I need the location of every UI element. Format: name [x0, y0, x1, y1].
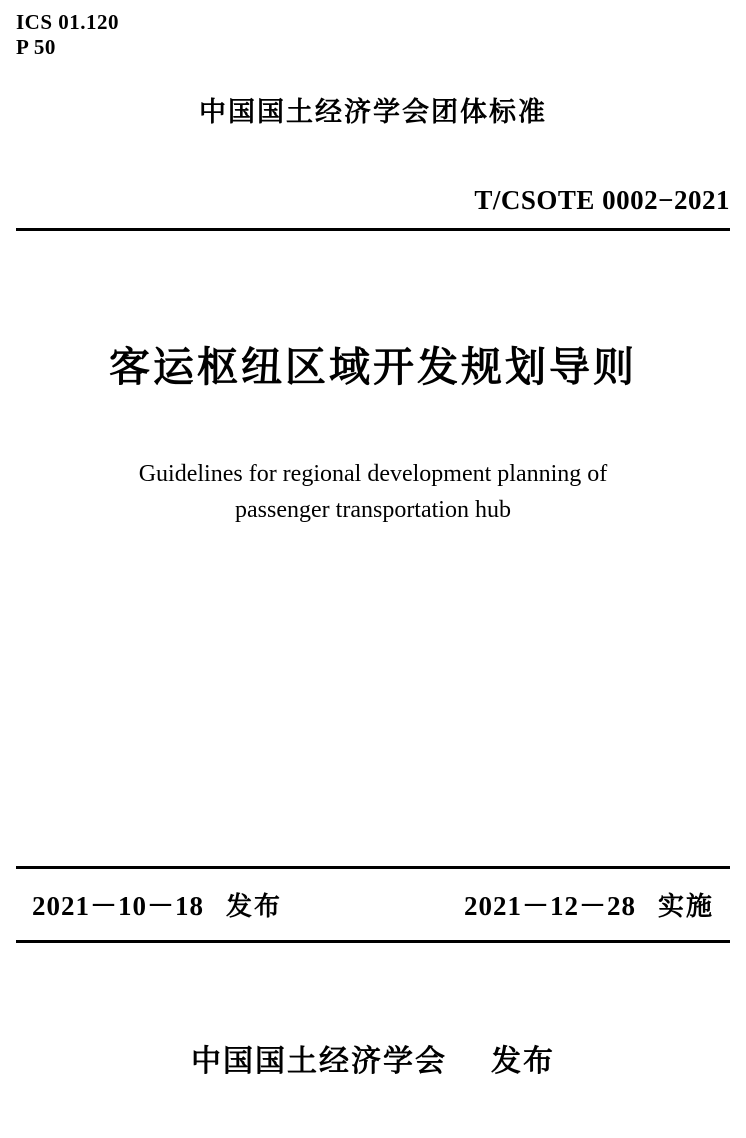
effective-label: 实施: [657, 892, 714, 922]
publisher-action: 发布: [491, 1044, 555, 1079]
standard-number: T/CSOTE 0002−2021: [474, 185, 730, 215]
dates-row: [16, 884, 730, 923]
footer-block: [16, 1036, 730, 1080]
page-title-english: [16, 456, 730, 528]
divider-top: [16, 228, 730, 231]
issue-date-group: [32, 884, 282, 923]
ics-code: ICS 01.120: [16, 10, 120, 34]
divider-dates-top: [16, 866, 730, 869]
issue-label: 发布: [226, 892, 283, 922]
effective-date-group: [464, 884, 714, 923]
society-standard-line: 中国国土经济学会团体标准: [199, 97, 547, 128]
classification-code: P 50: [16, 35, 56, 59]
title-block: [16, 340, 730, 528]
page-title-english-line1: Guidelines for regional development planning of: [138, 461, 608, 487]
issue-date: 2021－10－18: [32, 891, 204, 921]
page-title: 客运枢纽区域开发规划导则: [109, 343, 637, 391]
effective-date: 2021－12－28: [463, 891, 636, 921]
divider-dates-bottom: [16, 940, 730, 943]
header-block: [16, 10, 730, 216]
publisher-organization: 中国国土经济学会: [191, 1044, 447, 1079]
page-title-english-line2: passenger transportation hub: [235, 497, 511, 523]
